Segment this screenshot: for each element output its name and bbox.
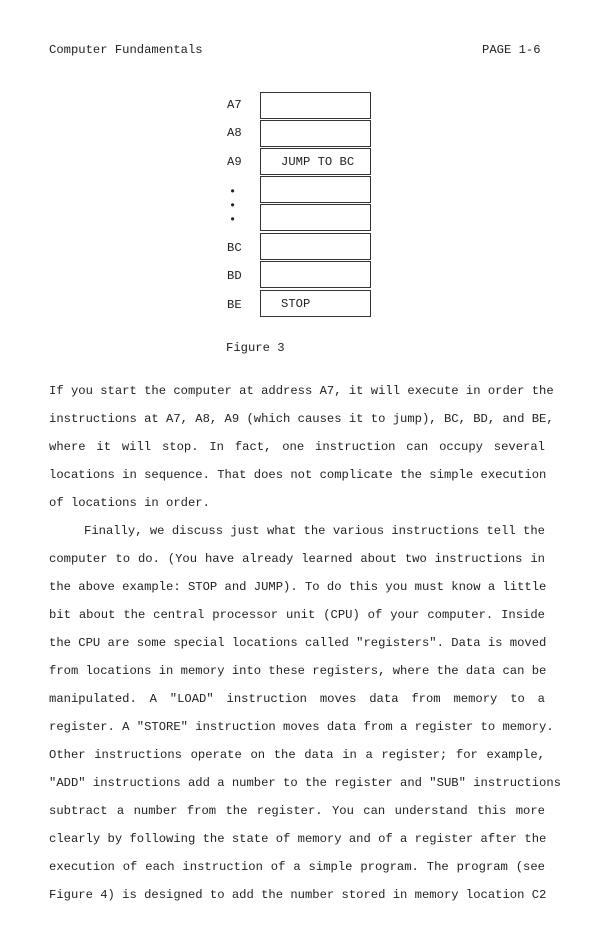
- memory-cell: [260, 120, 371, 147]
- ellipsis-dot: •: [229, 199, 237, 213]
- memory-cell: [260, 233, 371, 260]
- ellipsis-dot: •: [229, 185, 237, 199]
- address-label: A8: [227, 126, 242, 140]
- address-label: A7: [227, 98, 242, 112]
- address-label: BE: [227, 298, 242, 312]
- address-label: BD: [227, 269, 242, 283]
- memory-cell: [260, 204, 371, 231]
- text-line: Figure 4) is designed to add the number stored in memory location C2: [49, 888, 547, 902]
- text-line: computer to do. (You have already learned about two instructions in: [49, 552, 545, 566]
- page-header-title: Computer Fundamentals: [49, 43, 203, 57]
- text-line: locations in sequence. That does not complicate the simple execution: [49, 468, 547, 482]
- memory-cell-content: STOP: [281, 297, 311, 311]
- ellipsis-dot: •: [229, 213, 237, 227]
- text-line: the CPU are some special locations called "registers". Data is moved: [49, 636, 547, 650]
- memory-cell: [260, 290, 371, 317]
- text-line: manipulated. A "LOAD" instruction moves data from memory to a: [49, 692, 545, 706]
- page-number: PAGE 1-6: [482, 43, 541, 57]
- text-line: instructions at A7, A8, A9 (which causes it to jump), BC, BD, and BE,: [49, 412, 554, 426]
- text-line: "ADD" instructions add a number to the register and "SUB" instructions: [49, 776, 561, 790]
- text-line: from locations in memory into these registers, where the data can be: [49, 664, 547, 678]
- text-line: clearly by following the state of memory and of a register after the: [49, 832, 547, 846]
- text-line: subtract a number from the register. You can understand this more: [49, 804, 545, 818]
- text-line: bit about the central processor unit (CPU) of your computer. Inside: [49, 608, 545, 622]
- memory-cell-content: JUMP TO BC: [281, 155, 355, 169]
- text-line: execution of each instruction of a simple program. The program (see: [49, 860, 545, 874]
- figure-caption: Figure 3: [226, 341, 285, 355]
- memory-cell: [260, 261, 371, 288]
- memory-cell: [260, 176, 371, 203]
- text-line: of locations in order.: [49, 496, 210, 510]
- text-line: If you start the computer at address A7, it will execute in order the: [49, 384, 554, 398]
- text-line: Finally, we discuss just what the various instructions tell the: [84, 524, 545, 538]
- text-line: the above example: STOP and JUMP). To do this you must know a little: [49, 580, 547, 594]
- text-line: register. A "STORE" instruction moves data from a register to memory.: [49, 720, 554, 734]
- memory-cell: [260, 92, 371, 119]
- text-line: where it will stop. In fact, one instruction can occupy several: [49, 440, 545, 454]
- address-label: BC: [227, 241, 242, 255]
- memory-cell: [260, 148, 371, 175]
- address-label: A9: [227, 155, 242, 169]
- text-line: Other instructions operate on the data in a register; for example,: [49, 748, 545, 762]
